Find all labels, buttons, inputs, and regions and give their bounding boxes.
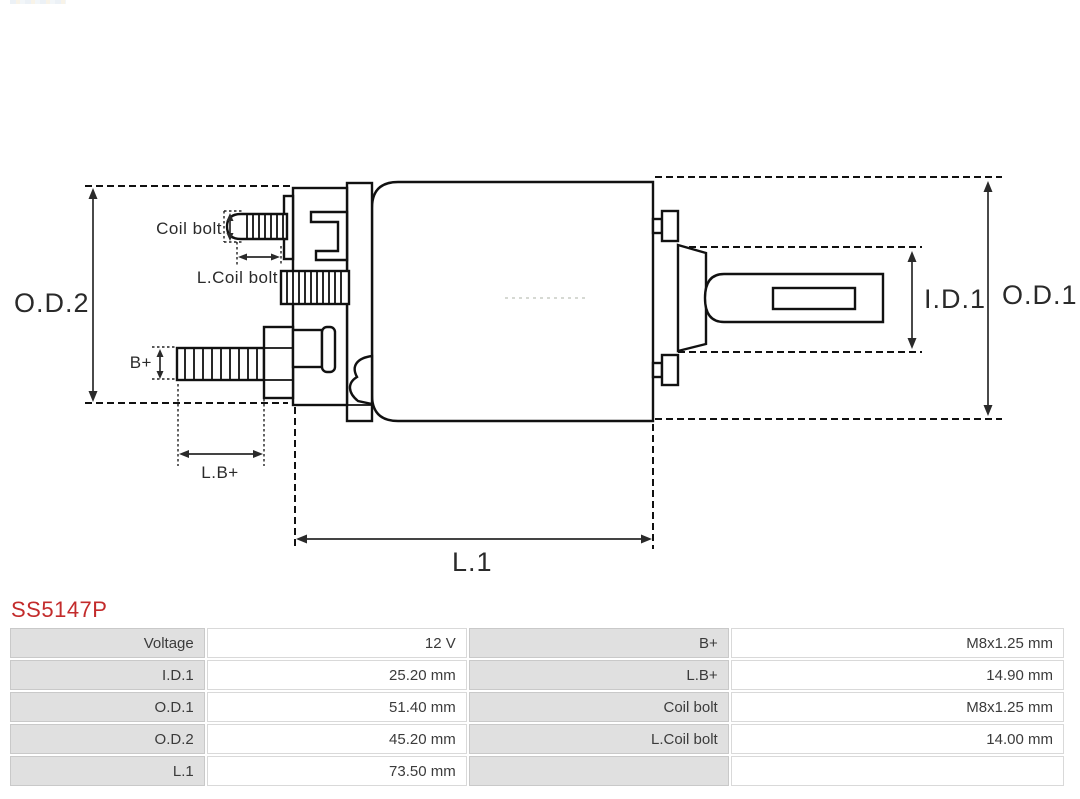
spec-value: 25.20 mm — [207, 660, 467, 690]
arrowhead — [238, 254, 247, 261]
dim-label-l1: L.1 — [452, 547, 493, 577]
table-row — [10, 756, 1064, 786]
spec-label: O.D.1 — [10, 692, 205, 722]
spec-value: 14.90 mm — [731, 660, 1064, 690]
spec-label: Coil bolt — [469, 692, 729, 722]
coil-bolt-threads — [247, 214, 283, 239]
dim-label-od2: O.D.2 — [14, 288, 90, 318]
table-row — [10, 724, 1064, 754]
spec-table — [8, 626, 1066, 788]
b-plus-bracket — [152, 347, 177, 379]
arrowhead — [908, 338, 917, 349]
arrowhead — [157, 349, 164, 357]
part-number[interactable]: SS5147P — [11, 597, 108, 622]
spec-label: I.D.1 — [10, 660, 205, 690]
spec-value: M8x1.25 mm — [731, 628, 1064, 658]
bottom-tab — [662, 355, 678, 385]
dim-label-od1: O.D.1 — [1002, 280, 1078, 310]
spec-value: 73.50 mm — [207, 756, 467, 786]
arrowhead — [271, 254, 280, 261]
arrowhead — [641, 535, 652, 544]
spec-label: L.1 — [10, 756, 205, 786]
coil-bolt-stud — [227, 214, 287, 239]
arrowhead — [253, 450, 263, 458]
top-tab — [662, 211, 678, 241]
arrowhead — [89, 188, 98, 199]
arrowhead — [157, 371, 164, 379]
spec-value: 12 V — [207, 628, 467, 658]
dim-label-l-coil-bolt: L.Coil bolt — [196, 268, 278, 287]
b-plus-spacer — [293, 330, 322, 367]
top-tab-step — [653, 219, 662, 233]
spec-label — [469, 756, 729, 786]
b-plus-washer — [322, 327, 335, 372]
table-row — [10, 628, 1064, 658]
l-coil-bolt-bracket — [237, 242, 281, 266]
spec-value: 45.20 mm — [207, 724, 467, 754]
b-plus-nut — [264, 327, 293, 398]
arrowhead — [908, 251, 917, 262]
arrowhead — [296, 535, 307, 544]
spec-label: O.D.2 — [10, 724, 205, 754]
spec-label: Voltage — [10, 628, 205, 658]
dim-label-l-b-plus: L.B+ — [201, 463, 239, 482]
spec-label: L.B+ — [469, 660, 729, 690]
plunger-cone — [678, 245, 706, 351]
arrowhead — [89, 391, 98, 402]
spec-label: L.Coil bolt — [469, 724, 729, 754]
coil-bolt-bushing — [281, 271, 349, 304]
arrowhead — [984, 181, 993, 192]
spec-value — [731, 756, 1064, 786]
spec-value: 51.40 mm — [207, 692, 467, 722]
spec-label: B+ — [469, 628, 729, 658]
spec-value: 14.00 mm — [731, 724, 1064, 754]
spec-value: M8x1.25 mm — [731, 692, 1064, 722]
arrowhead — [984, 405, 993, 416]
solenoid-body — [372, 182, 653, 421]
shaft-slot — [773, 288, 855, 309]
dim-label-id1: I.D.1 — [924, 284, 987, 314]
arrowhead — [179, 450, 189, 458]
table-row — [10, 660, 1064, 690]
dim-label-coil-bolt: Coil bolt — [156, 219, 222, 238]
table-row — [10, 692, 1064, 722]
dim-label-b-plus: B+ — [129, 353, 152, 372]
bottom-tab-step — [653, 363, 662, 377]
